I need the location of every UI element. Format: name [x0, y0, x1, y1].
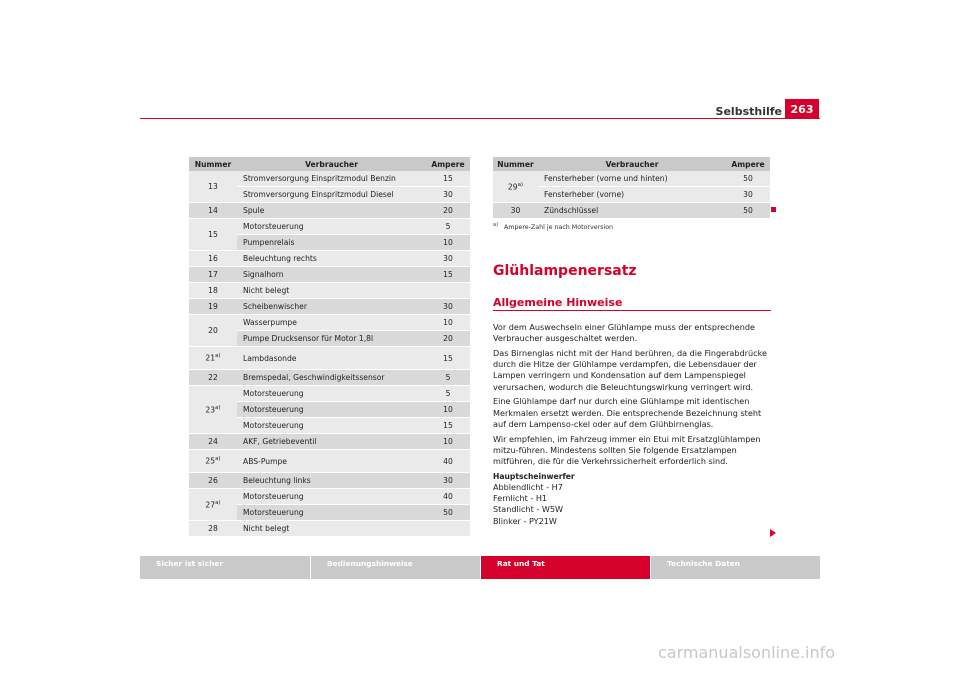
fuse-consumer: Spule [237, 203, 426, 219]
header-rule [140, 118, 820, 119]
fuse-consumer: ABS-Pumpe [237, 450, 426, 473]
lamp-item: Blinker - PY21W [493, 515, 557, 526]
fuse-consumer: AKF, Getriebeventil [237, 434, 426, 450]
col-header-verbraucher: Verbraucher [538, 157, 726, 171]
footnote-marker: a) [215, 404, 221, 411]
footnote-marker: a) [517, 181, 524, 188]
lamps-heading: Hauptscheinwerfer [493, 471, 575, 481]
fuse-number: 21 [205, 353, 216, 363]
fuse-consumer: Beleuchtung rechts [237, 251, 426, 267]
fuse-number: 15 [189, 219, 237, 251]
fuse-consumer: Beleuchtung links [237, 473, 426, 489]
footnote-marker: a) [493, 222, 499, 228]
footer-tab-rat-und-tat[interactable]: Rat und Tat [481, 556, 650, 579]
watermark: carmanualsonline.info [658, 643, 836, 662]
fuse-consumer: Motorsteuerung [237, 386, 426, 402]
fuse-number: 30 [493, 203, 538, 219]
fuse-number: 23 [205, 405, 216, 415]
fuse-consumer: Stromversorgung Einspritzmodul Diesel [237, 187, 426, 203]
footer-nav [140, 556, 820, 579]
fuse-ampere: 40 [426, 450, 470, 473]
fuse-number-cell [189, 450, 237, 473]
fuse-consumer: Lambdasonde [237, 347, 426, 370]
fuse-number: 24 [189, 434, 237, 450]
fuse-ampere: 30 [426, 299, 470, 315]
fuse-consumer: Motorsteuerung [237, 402, 426, 418]
fuse-number: 25 [205, 456, 216, 466]
fuse-number-cell [189, 489, 237, 521]
table-row [189, 283, 470, 299]
table-row [189, 521, 470, 537]
fuse-ampere: 15 [426, 267, 470, 283]
fuse-number-cell [189, 347, 237, 370]
table-row [189, 267, 470, 283]
fuse-ampere: 10 [426, 434, 470, 450]
col-header-nummer: Nummer [189, 157, 237, 171]
footnote-marker: a) [215, 456, 221, 463]
fuse-ampere: 15 [426, 171, 470, 187]
fuse-ampere [426, 283, 470, 299]
table-row [189, 299, 470, 315]
table-row [189, 370, 470, 386]
body-text [493, 322, 775, 527]
fuse-ampere: 20 [426, 203, 470, 219]
fuse-consumer: Pumpe Drucksensor für Motor 1,8l [237, 331, 426, 347]
fuse-consumer: Wasserpumpe [237, 315, 426, 331]
fuse-ampere: 50 [726, 203, 770, 219]
fuse-ampere: 15 [426, 418, 470, 434]
fuse-number: 13 [189, 171, 237, 203]
subsection-title: Allgemeine Hinweise [493, 296, 623, 309]
fuse-ampere: 20 [426, 331, 470, 347]
fuse-number: 28 [189, 521, 237, 537]
col-header-nummer: Nummer [493, 157, 538, 171]
table-header-row [493, 157, 770, 171]
table-row [189, 315, 470, 331]
table-row [189, 434, 470, 450]
footer-tab-bedienungshinweise[interactable]: Bedienungshinweise [327, 559, 413, 568]
fuse-ampere: 10 [426, 402, 470, 418]
fuse-ampere: 5 [426, 219, 470, 235]
fuse-table-left [189, 157, 470, 537]
col-header-verbraucher: Verbraucher [237, 157, 426, 171]
fuse-number: 16 [189, 251, 237, 267]
table-row [189, 489, 470, 505]
fuse-consumer: Nicht belegt [237, 283, 426, 299]
table-row [189, 219, 470, 235]
fuse-ampere: 15 [426, 347, 470, 370]
footnote [493, 222, 613, 231]
fuse-number: 22 [189, 370, 237, 386]
col-header-ampere: Ampere [426, 157, 470, 171]
fuse-number: 19 [189, 299, 237, 315]
fuse-consumer: Motorsteuerung [237, 489, 426, 505]
fuse-number: 29 [507, 182, 518, 192]
lamp-item: Abblendlicht - H7 [493, 482, 563, 493]
fuse-ampere: 5 [426, 370, 470, 386]
page-header-title: Selbsthilfe [715, 105, 782, 118]
fuse-number: 20 [189, 315, 237, 347]
table-row [189, 450, 470, 473]
fuse-ampere: 50 [726, 171, 770, 187]
fuse-number: 17 [189, 267, 237, 283]
table-row [189, 386, 470, 402]
continue-arrow-icon [770, 529, 776, 537]
fuse-number: 26 [189, 473, 237, 489]
table-row [189, 347, 470, 370]
footer-tab-technische-daten[interactable]: Technische Daten [667, 559, 741, 568]
fuse-ampere: 10 [426, 235, 470, 251]
page-number: 263 [785, 99, 819, 119]
fuse-consumer: Nicht belegt [237, 521, 426, 537]
footer-tab-sicher-ist-sicher[interactable]: Sicher ist sicher [156, 559, 223, 568]
fuse-table-right [493, 157, 770, 219]
fuse-ampere: 5 [426, 386, 470, 402]
fuse-consumer: Signalhorn [237, 267, 426, 283]
section-end-marker [771, 207, 776, 212]
fuse-number-cell [493, 171, 538, 203]
fuse-consumer: Fensterheber (vorne) [538, 187, 726, 203]
table-row [189, 203, 470, 219]
fuse-ampere: 30 [726, 187, 770, 203]
fuse-number: 18 [189, 283, 237, 299]
table-row [189, 171, 470, 187]
paragraph: Vor dem Auswechseln einer Glühlampe muss der entsprechende Verbraucher ausgeschaltet werden. [493, 322, 755, 344]
fuse-consumer: Fensterheber (vorne und hinten) [538, 171, 726, 187]
subsection-rule [493, 310, 771, 311]
fuse-consumer: Motorsteuerung [237, 418, 426, 434]
fuse-ampere: 30 [426, 473, 470, 489]
table-header-row [189, 157, 470, 171]
fuse-number: 27 [205, 500, 216, 510]
fuse-consumer: Zündschlüssel [538, 203, 726, 219]
paragraph: Das Birnenglas nicht mit der Hand berühren, da die Fingerabdrücke durch die Hitze der Glühlampe verdampfen, die Lebensdauer der Lampen verringern und Kondensation auf dem Lampenspiegel verursachen, wodurch die Beleuchtungswirkung verringert wird. [493, 348, 767, 392]
fuse-consumer: Stromversorgung Einspritzmodul Benzin [237, 171, 426, 187]
table-row [493, 171, 770, 187]
fuse-ampere: 10 [426, 315, 470, 331]
fuse-consumer: Pumpenrelais [237, 235, 426, 251]
fuse-consumer: Motorsteuerung [237, 219, 426, 235]
fuse-ampere: 40 [426, 489, 470, 505]
paragraph: Wir empfehlen, im Fahrzeug immer ein Etui mit Ersatzglühlampen mitzu-führen. Mindestens sollten Sie folgende Ersatzlampen mitführen, die für die Verkehrssicherheit erforderlich sind. [493, 433, 761, 467]
section-title: Glühlampenersatz [493, 263, 637, 279]
fuse-ampere: 30 [426, 187, 470, 203]
col-header-ampere: Ampere [726, 157, 770, 171]
paragraph: Eine Glühlampe darf nur durch eine Glühlampe mit identischen Merkmalen ersetzt werden. Die entsprechende Bezeichnung steht auf dem Lampenso-ckel oder auf dem Glühbirnenglas. [493, 396, 762, 429]
fuse-ampere: 50 [426, 505, 470, 521]
table-row [189, 251, 470, 267]
fuse-number-cell [189, 386, 237, 434]
lamp-item: Fernlicht - H1 [493, 493, 548, 504]
footnote-text: Ampere-Zahl je nach Motorversion [504, 224, 614, 232]
footnote-marker: a) [215, 353, 221, 360]
fuse-ampere: 30 [426, 251, 470, 267]
fuse-consumer: Bremspedal, Geschwindigkeitssensor [237, 370, 426, 386]
table-row [493, 203, 770, 219]
fuse-number: 14 [189, 203, 237, 219]
footnote-marker: a) [215, 499, 221, 506]
fuse-consumer: Scheibenwischer [237, 299, 426, 315]
fuse-consumer: Motorsteuerung [237, 505, 426, 521]
table-row [189, 473, 470, 489]
fuse-ampere [426, 521, 470, 537]
lamp-item: Standlicht - W5W [493, 504, 564, 515]
